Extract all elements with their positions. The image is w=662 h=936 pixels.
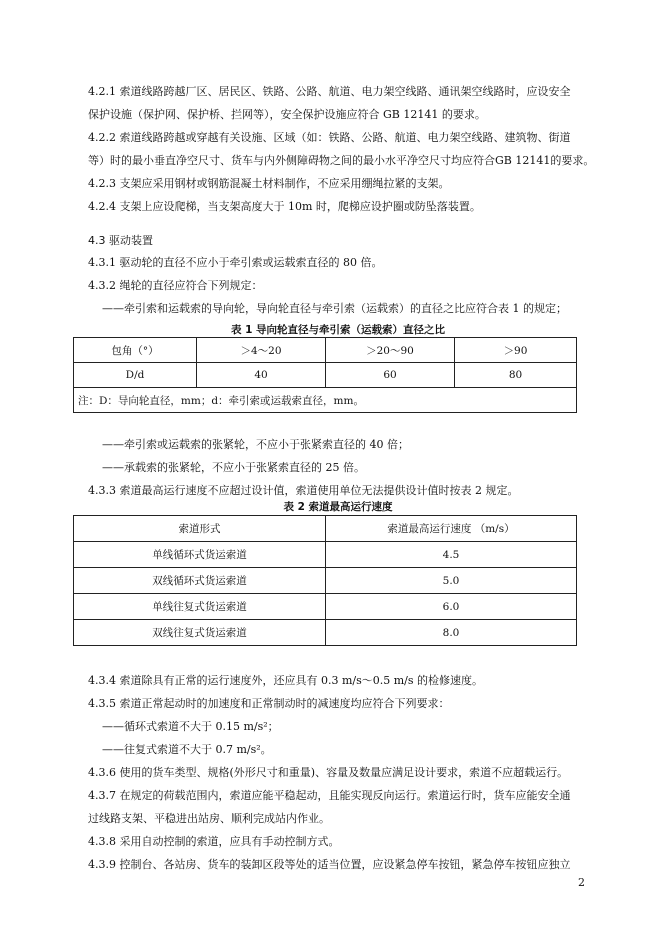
clause-4-3-4: 4.3.4 索道除具有正常的运行速度外，还应具有 0.3 m/s～0.5 m/s 的检修速度。 bbox=[88, 674, 484, 687]
table2-header-cell: 索道最高运行速度 （m/s） bbox=[326, 516, 577, 542]
clause-4-3-8: 4.3.8 采用自动控制的索道，应具有手动控制方式。 bbox=[88, 835, 340, 848]
clause-4-3-1: 4.3.1 驱动轮的直径不应小于牵引索或运载索直径的 80 倍。 bbox=[88, 256, 383, 269]
table2-cell: 双线往复式货运索道 bbox=[74, 620, 326, 646]
clause-4-2-4: 4.2.4 支架上应设爬梯，当支架高度大于 10m 时，爬梯应设护圈或防坠落装置。 bbox=[88, 200, 481, 213]
clause-4-3-7-line2: 过线路支架、平稳进出站房、顺利完成站内作业。 bbox=[88, 812, 330, 825]
clause-4-3-5: 4.3.5 索道正常起动时的加速度和正常制动时的减速度均应符合下列要求： bbox=[88, 697, 450, 710]
table1-cell: 80 bbox=[455, 363, 577, 388]
clause-4-2-3: 4.2.3 支架应采用钢材或钢筋混凝土材料制作，不应采用绷绳拉紧的支架。 bbox=[88, 177, 450, 190]
table2-cell: 4.5 bbox=[326, 542, 577, 568]
table1-header-cell: 包角（°） bbox=[74, 338, 197, 363]
table1-cell: 40 bbox=[197, 363, 326, 388]
clause-4-2-2-line1: 4.2.2 索道线路跨越或穿越有关设施、区域（如：铁路、公路、航道、电力架空线路、建筑物、街道 bbox=[88, 131, 571, 144]
table1-cell: D/d bbox=[74, 363, 197, 388]
table2-cell: 6.0 bbox=[326, 594, 577, 620]
clause-4-3-3: 4.3.3 索道最高运行速度不应超过设计值，索道使用单位无法提供设计值时按表 2 规定。 bbox=[88, 484, 519, 497]
table1-caption: 表 1 导向轮直径与牵引索（运载索）直径之比 bbox=[230, 324, 446, 336]
clause-4-3-2-item-b: ——牵引索或运载索的张紧轮，不应小于张紧索直径的 40 倍； bbox=[102, 438, 409, 451]
table2-cell: 双线循环式货运索道 bbox=[74, 568, 326, 594]
table1 bbox=[73, 337, 577, 413]
clause-4-2-2-line2: 等）时的最小垂直净空尺寸、货车与内外侧障碍物之间的最小水平净空尺寸均应符合GB 12141的要求。 bbox=[88, 154, 595, 167]
clause-4-2-1-line2: 保护设施（保护网、保护桥、拦网等），安全保护设施应符合 GB 12141 的要求。 bbox=[88, 108, 486, 121]
clause-4-3-2-item-a: ——牵引索和运载索的导向轮，导向轮直径与牵引索（运载索）的直径之比应符合表 1 的规定； bbox=[102, 302, 567, 315]
table2-caption: 表 2 索道最高运行速度 bbox=[283, 501, 393, 513]
clause-4-3-2: 4.3.2 绳轮的直径应符合下列规定： bbox=[88, 279, 263, 292]
table1-cell: 60 bbox=[326, 363, 455, 388]
clause-4-3-5-item-b: ——往复式索道不大于 0.7 m/s²。 bbox=[102, 743, 272, 756]
clause-4-3-2-item-c: ——承载索的张紧轮，不应小于张紧索直径的 25 倍。 bbox=[102, 461, 365, 474]
table2-cell: 单线循环式货运索道 bbox=[74, 542, 326, 568]
clause-4-3-5-item-a: ——循环式索道不大于 0.15 m/s²； bbox=[102, 720, 279, 733]
clause-4-3-6: 4.3.6 使用的货车类型、规格(外形尺寸和重量)、容量及数量应满足设计要求，索道不应超载运行。 bbox=[88, 766, 569, 779]
clause-4-3-7-line1: 4.3.7 在规定的荷载范围内，索道应能平稳起动，且能实现反向运行。索道运行时，货车应能安全通 bbox=[88, 789, 571, 802]
table2-cell: 单线往复式货运索道 bbox=[74, 594, 326, 620]
clause-4-2-1-line1: 4.2.1 索道线路跨越厂区、居民区、铁路、公路、航道、电力架空线路、通讯架空线路时，应设安全 bbox=[88, 85, 571, 98]
table1-header-cell: ＞4～20 bbox=[197, 338, 326, 363]
table2-cell: 8.0 bbox=[326, 620, 577, 646]
table1-note: 注：D：导向轮直径，mm；d：牵引索或运载索直径，mm。 bbox=[74, 388, 577, 413]
table2-cell: 5.0 bbox=[326, 568, 577, 594]
table1-header-cell: ＞90 bbox=[455, 338, 577, 363]
clause-4-3-9: 4.3.9 控制台、各站房、货车的装卸区段等处的适当位置，应设紧急停车按钮，紧急停车按钮应独立 bbox=[88, 858, 571, 871]
table2 bbox=[73, 515, 577, 646]
table2-header-cell: 索道形式 bbox=[74, 516, 326, 542]
table1-header-cell: ＞20～90 bbox=[326, 338, 455, 363]
page-number: 2 bbox=[578, 876, 585, 889]
section-heading-4-3: 4.3 驱动装置 bbox=[88, 234, 153, 247]
